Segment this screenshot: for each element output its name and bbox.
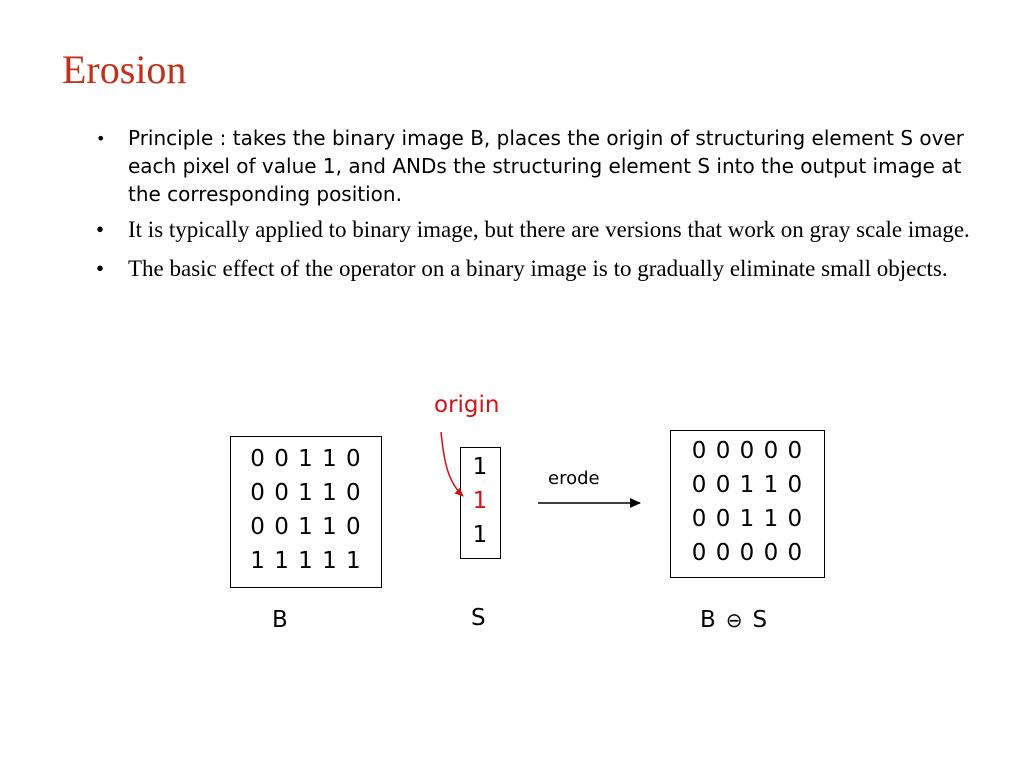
matrix-b xyxy=(230,436,382,588)
matrix-result-row: 0 0 0 0 0 xyxy=(691,540,804,566)
erode-label: erode xyxy=(548,468,600,489)
matrix-s xyxy=(460,447,501,559)
slide-title: Erosion xyxy=(62,47,187,92)
bullet-text-binary: It is typically applied to binary image, but there are versions that work on gray scale image. xyxy=(128,217,970,242)
caption-result-left: B xyxy=(700,607,716,633)
matrix-b-row: 0 0 1 1 0 xyxy=(250,480,362,506)
origin-label: origin xyxy=(434,392,500,418)
matrix-s-row: 1 xyxy=(472,522,489,548)
bullet-list xyxy=(96,124,996,285)
matrix-b-row: 0 0 1 1 0 xyxy=(250,514,362,540)
bullet-item xyxy=(96,124,996,208)
bullet-marker: • xyxy=(96,256,105,281)
caption-b: B xyxy=(272,607,288,633)
bullet-text-effect: The basic effect of the operator on a binary image is to gradually eliminate small objects. xyxy=(128,256,948,281)
matrix-result-row: 0 0 1 1 0 xyxy=(691,472,804,498)
bullet-item xyxy=(96,214,996,246)
matrix-result-row: 0 0 0 0 0 xyxy=(691,438,804,464)
matrix-s-row: 1 xyxy=(472,454,489,480)
caption-result xyxy=(700,607,767,633)
caption-result-right: S xyxy=(752,607,768,633)
matrix-b-row: 0 0 1 1 0 xyxy=(250,446,362,472)
erosion-operator-icon: ⊖ xyxy=(725,608,743,632)
matrix-b-row: 1 1 1 1 1 xyxy=(250,548,362,574)
bullet-marker: • xyxy=(96,217,105,242)
matrix-result-row: 0 0 1 1 0 xyxy=(691,506,804,532)
bullet-item xyxy=(96,253,996,285)
matrix-s-origin-cell: 1 xyxy=(472,488,489,514)
caption-s: S xyxy=(471,605,486,631)
bullet-text-principle: Principle : takes the binary image B, places the origin of structuring element S over each pixel of value 1, and ANDs the structuring element S into the output image at the corresponding position. xyxy=(128,126,965,206)
bullet-marker: • xyxy=(96,129,106,148)
matrix-result xyxy=(670,430,825,578)
